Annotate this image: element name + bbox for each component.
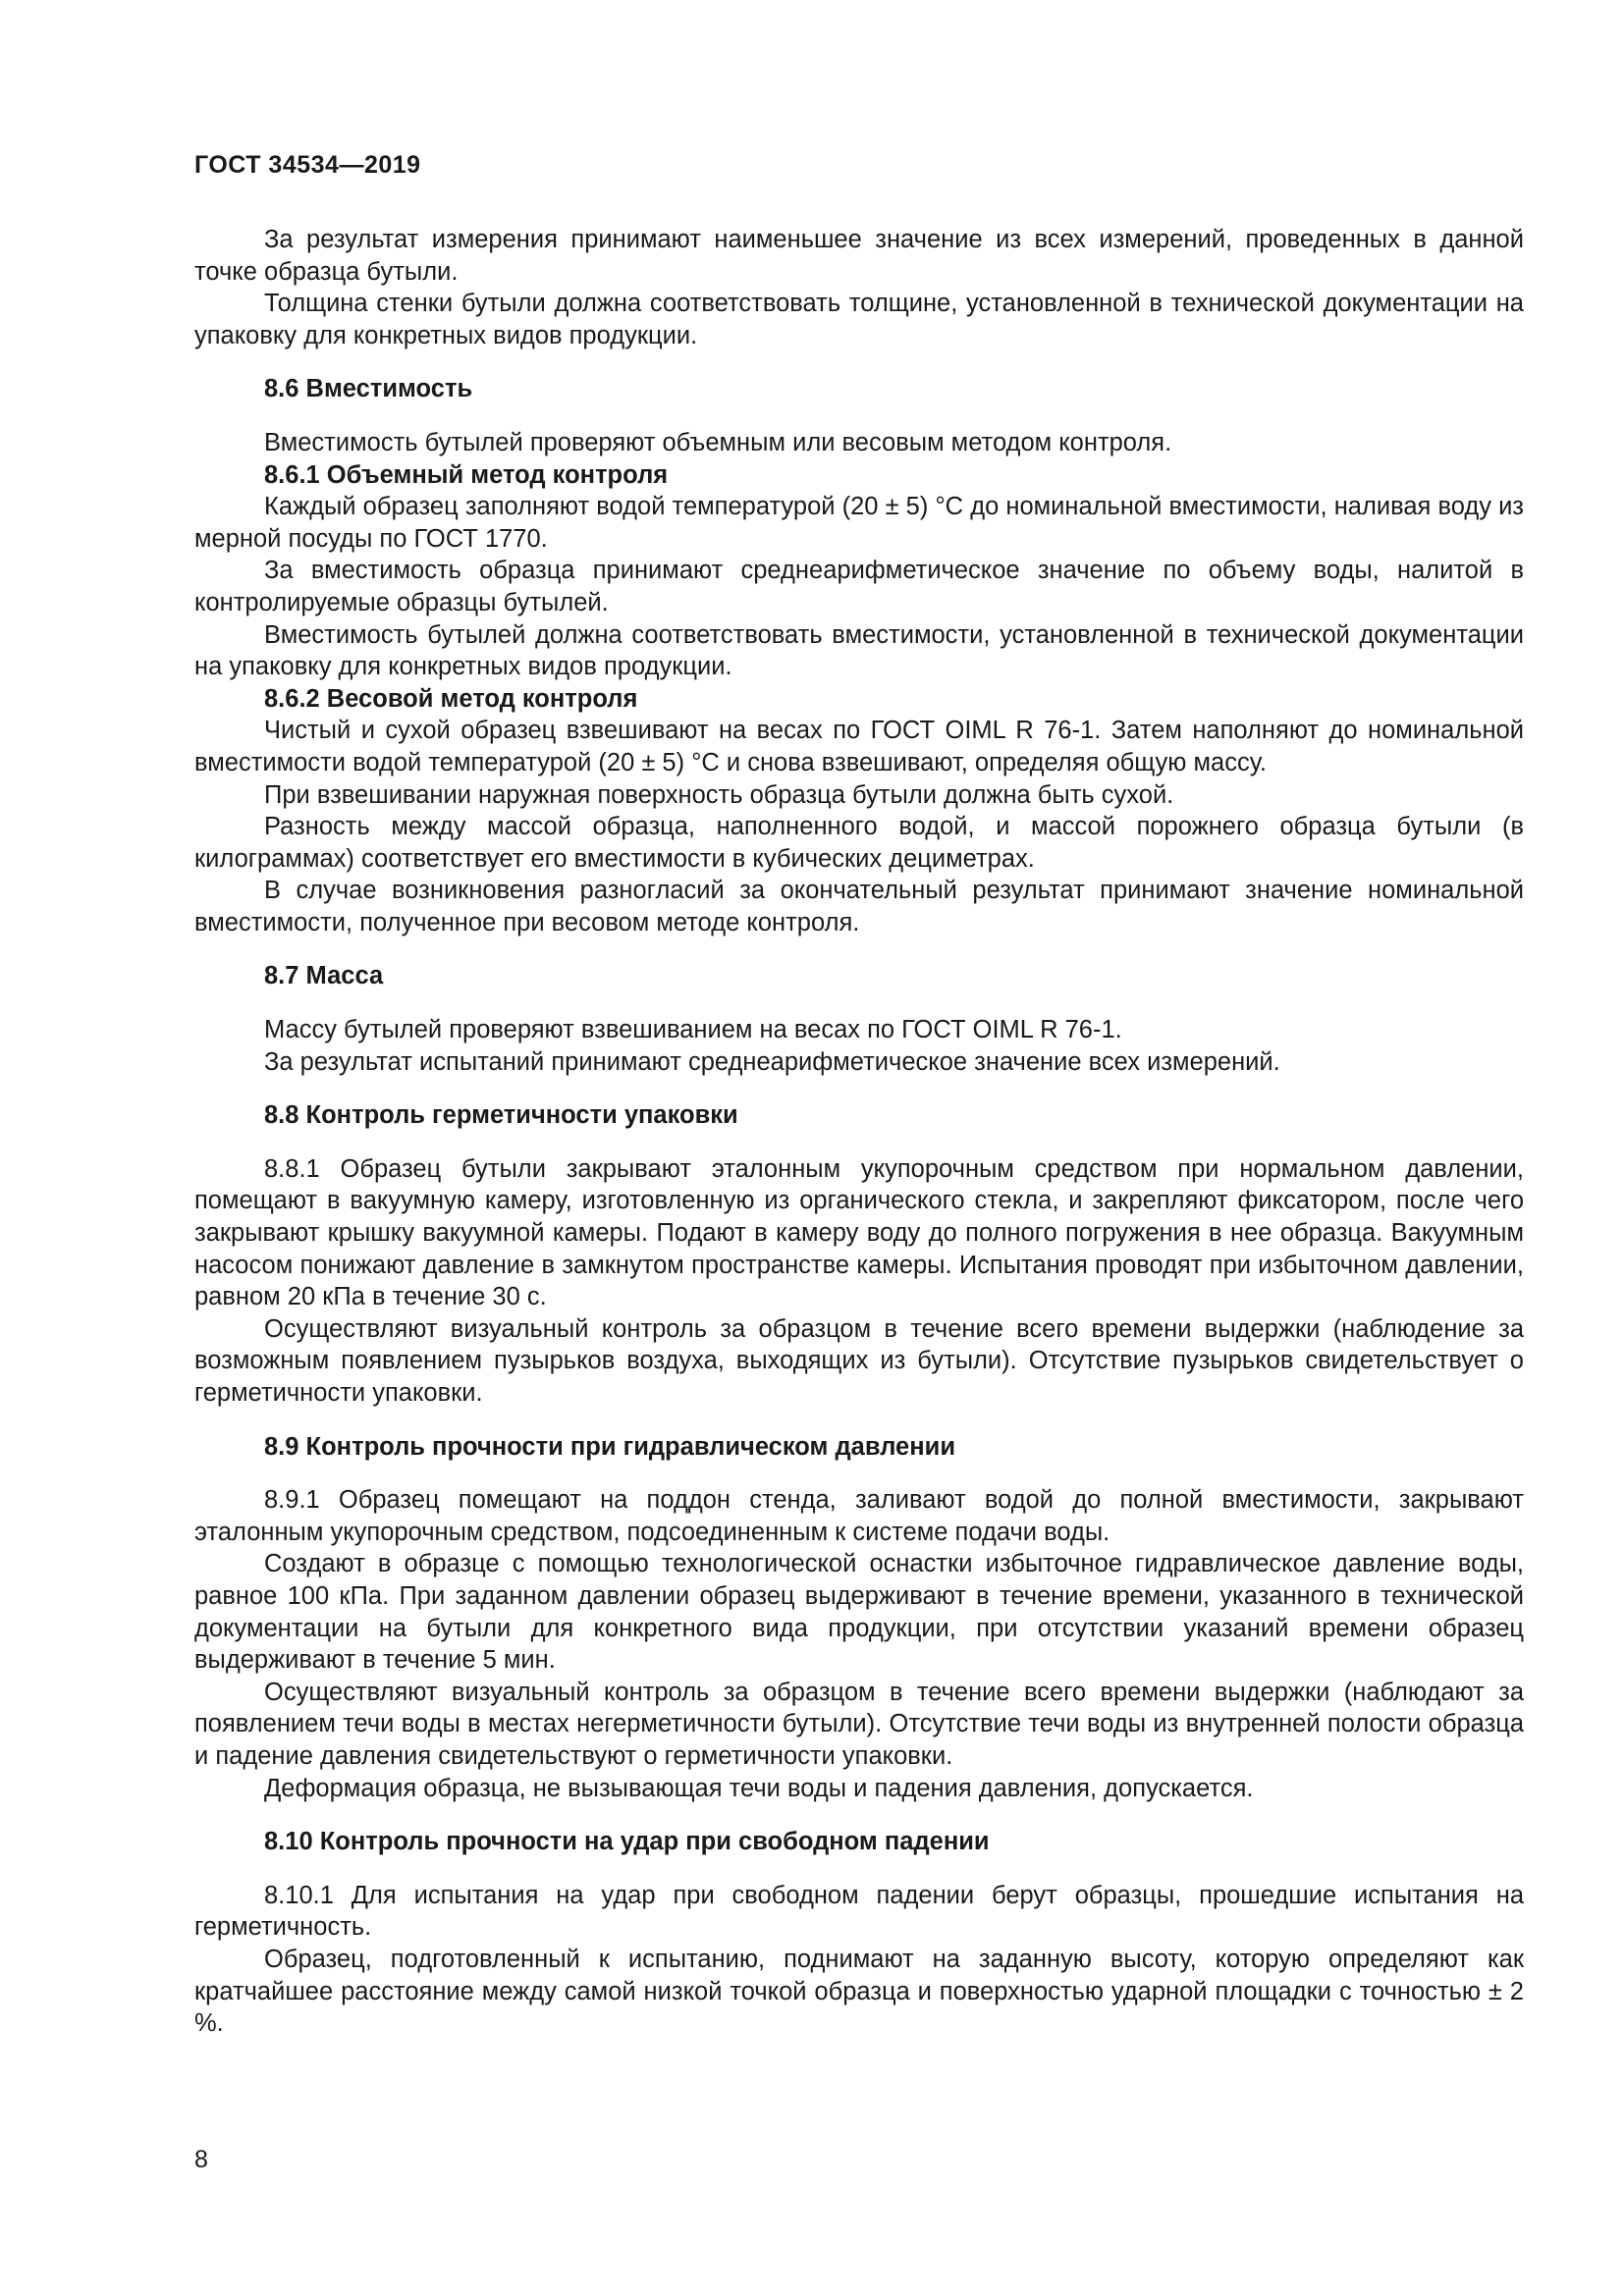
page-number: 8 — [194, 2146, 208, 2173]
paragraph-capacity-average: За вместимость образца принимают среднеарифметическое значение по объему воды, налитой в контролируемые образцы бутылей. — [194, 557, 1524, 616]
heading-8-7: 8.7 Масса — [264, 962, 384, 990]
paragraph-wall-thickness: Толщина стенки бутыли должна соответствовать толщине, установленной в технической документации на упаковку для конкретных видов продукции. — [194, 290, 1524, 349]
paragraph-visual-bubbles: Осуществляют визуальный контроль за образцом в течение всего времени выдержки (наблюдение за возможным появлением пузырьков воздуха, выходящих из бутыли). Отсутствие пузырьков свидетельствует о герметичности упаковки. — [194, 1314, 1524, 1407]
paragraph-hydraulic-pressure: Создают в образце с помощью технологической оснастки избыточное гидравлическое давление воды, равное 100 кПа. При заданном давлении образец выдерживают в течение времени, указанного в технической документации на бутыли для конкретного вида продукции, при отсутствии указаний времени образец выдерживают в течение 5 мин. — [194, 1550, 1524, 1675]
paragraph-dry-surface: При взвешивании наружная поверхность образца бутыли должна быть сухой. — [264, 780, 1174, 809]
paragraph-visual-leak: Осуществляют визуальный контроль за образцом в течение всего времени выдержки (наблюдают за появлением течи воды в местах негерметичности бутыли). Отсутствие течи воды из внутренней полости образца и падение давления свидетельствуют о герметичности упаковки. — [194, 1678, 1524, 1770]
heading-8-6-2: 8.6.2 Весовой метод контроля — [264, 684, 638, 713]
paragraph-mass-result: За результат испытаний принимают среднеарифметическое значение всех измерений. — [264, 1047, 1280, 1076]
paragraph-mass-weighing: Массу бутылей проверяют взвешиванием на весах по ГОСТ OIML R 76-1. — [264, 1016, 1122, 1044]
paragraph-deformation: Деформация образца, не вызывающая течи воды и падения давления, допускается. — [264, 1774, 1254, 1802]
heading-8-10: 8.10 Контроль прочности на удар при свободном падении — [264, 1828, 990, 1856]
paragraph-capacity-compliance: Вместимость бутылей должна соответствовать вместимости, установленной в технической документации на упаковку для конкретных видов продукции. — [194, 620, 1524, 681]
paragraph-capacity-methods: Вместимость бутылей проверяют объемным или весовым методом контроля. — [264, 428, 1172, 456]
heading-8-9: 8.9 Контроль прочности при гидравлическом давлении — [264, 1432, 955, 1461]
paragraph-8-8-1: 8.8.1 Образец бутыли закрывают эталонным укупорочным средством при нормальном давлении, помещают в вакуумную камеру, изготовленную из органического стекла, и закрепляют фиксатором, после чего закрывают крышку вакуумной камеры. Подают в камеру воду до полного погружения в нее образца. Вакуумным насосом понижают давление в замкнутом пространстве камеры. Испытания проводят при избыточном давлении, равном 20 кПа в течение 30 с. — [194, 1154, 1524, 1311]
paragraph-weighing: Чистый и сухой образец взвешивают на весах по ГОСТ OIML R 76-1. Затем наполняют до номинальной вместимости водой температурой (20 ± 5) °С и снова взвешивают, определяя общую массу. — [194, 717, 1524, 776]
heading-8-6: 8.6 Вместимость — [264, 375, 473, 403]
document-body — [194, 224, 1524, 2040]
paragraph-fill-water: Каждый образец заполняют водой температурой (20 ± 5) °С до номинальной вместимости, наливая воду из мерной посуды по ГОСТ 1770. — [194, 493, 1524, 553]
paragraph-8-9-1: 8.9.1 Образец помещают на поддон стенда, заливают водой до полной вместимости, закрывают эталонным укупорочным средством, подсоединенным к системе подачи воды. — [194, 1486, 1524, 1546]
heading-8-6-1: 8.6.1 Объемный метод контроля — [264, 460, 669, 489]
paragraph-disagreement: В случае возникновения разногласий за окончательный результат принимают значение номинальной вместимости, полученное при весовом методе контроля. — [194, 877, 1524, 936]
heading-8-8: 8.8 Контроль герметичности упаковки — [264, 1101, 738, 1130]
paragraph-drop-height: Образец, подготовленный к испытанию, поднимают на заданную высоту, которую определяют как кратчайшее расстояние между самой низкой точкой образца и поверхностью ударной площадки с точностью ± 2 %. — [194, 1945, 1524, 2038]
paragraph-measurement-result: За результат измерения принимают наименьшее значение из всех измерений, проведенных в данной точке образца бутыли. — [194, 226, 1524, 286]
document-header: ГОСТ 34534—2019 — [194, 151, 421, 179]
paragraph-8-10-1: 8.10.1 Для испытания на удар при свободном падении берут образцы, прошедшие испытания на герметичность. — [194, 1881, 1524, 1942]
paragraph-mass-difference: Разность между массой образца, наполненного водой, и массой порожнего образца бутыли (в килограммах) соответствует его вместимости в кубических дециметрах. — [194, 813, 1524, 873]
